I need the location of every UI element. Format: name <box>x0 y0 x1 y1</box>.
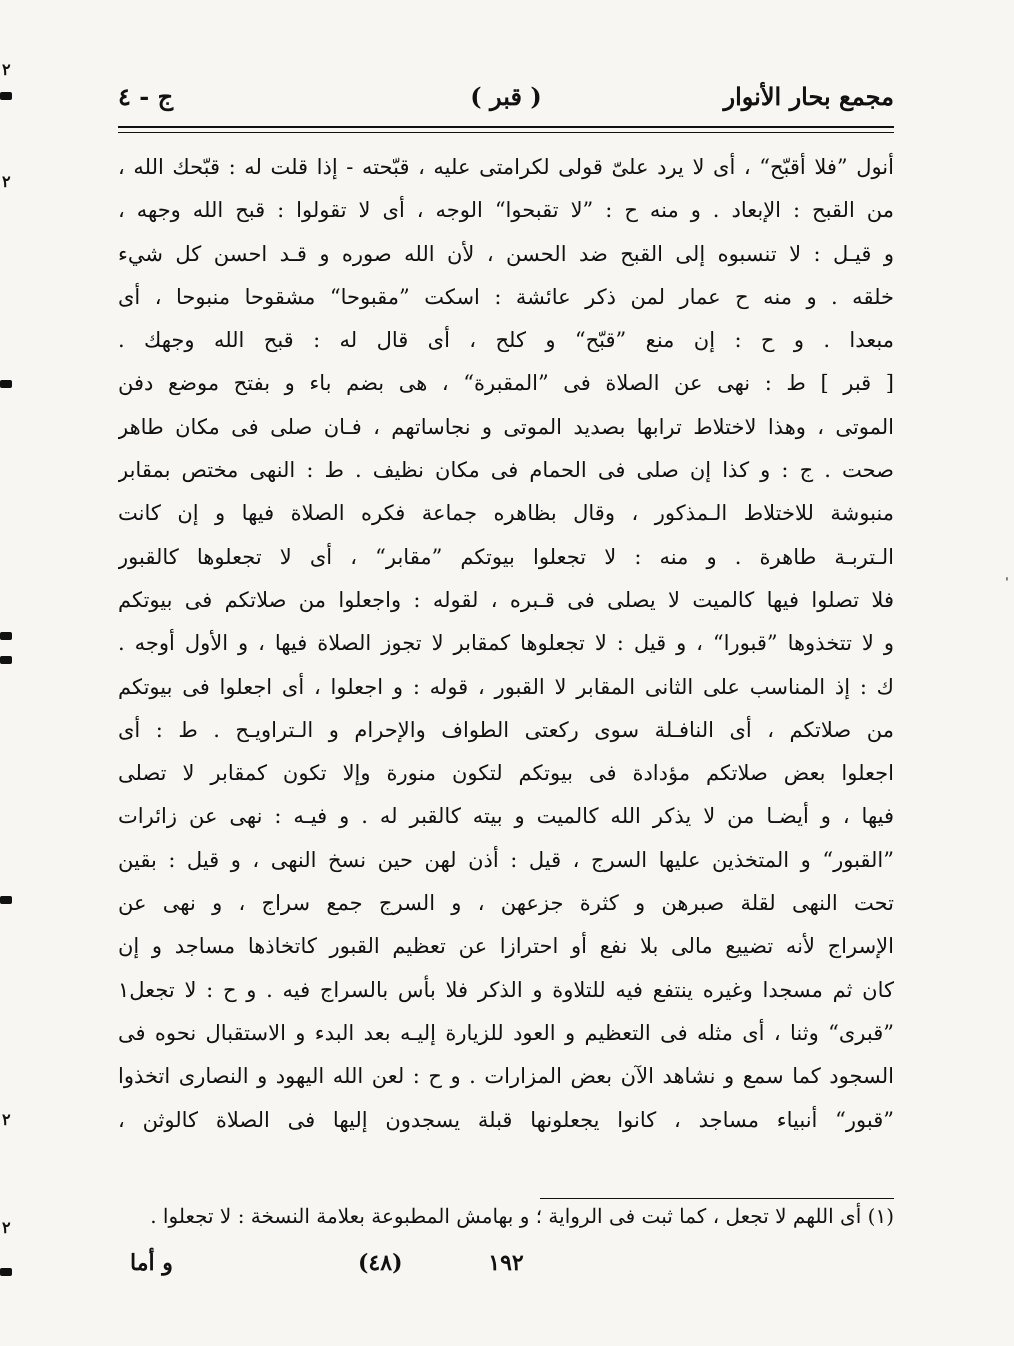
margin-bar <box>0 92 12 100</box>
text-line: الـتربـة طاهرة . و منه : لا تجعلوا بيوتكم ”مقابر“ ، أى لا تجعلوها كالقبور <box>118 544 894 569</box>
margin-tick: ˈ <box>1005 576 1009 592</box>
catchword: و أما <box>130 1250 173 1276</box>
text-line: خلقه . و منه ح عمار لمن ذكر عائشة : اسكت ”مقبوحا“ مشقوحا منبوحا ، أى <box>118 284 894 309</box>
text-line: من صلاتكم ، أى النافـلة سوى ركعتى الطواف والإحرام و الـتراويـح . ط : أى <box>118 717 894 742</box>
margin-bar <box>0 632 12 640</box>
text-line: فيها ، و أيضـا من لا يذكر الله كالميت و بيته كالقبر له . و فيـه : نهى عن زائرات <box>118 804 894 829</box>
page-number: ١٩٢ <box>488 1250 524 1276</box>
text-line: منبوشة للاختلاط الـمذكور ، وقال بظاهره جماعة فكره الصلاة فيها و إن كانت <box>118 501 894 526</box>
text-line: و قيـل : لا تنسبوه إلى القبح ضد الحسن ، لأن الله صوره و قـد احسن كل شيء <box>118 241 894 266</box>
margin-bar <box>0 380 12 388</box>
text-line: اجعلوا بعض صلاتكم مؤدادة فى بيوتكم لتكون منورة وإلا تكون كمقابر لا تصلى <box>118 761 894 786</box>
text-line: من القبح : الإبعاد . و منه ح : ”لا تقبحوا“ الوجه ، أى لا تقولوا : قبح الله وجهه ، <box>118 198 894 223</box>
text-line: ”القبور“ و المتخذين عليها السرج ، قيل : أذن لهن حين نسخ النهى ، و قيل : بقين <box>118 847 894 872</box>
running-header <box>118 82 894 122</box>
margin-mark: ٢ <box>2 1110 11 1129</box>
text-line: الموتى ، وهذا لاختلاط ترابها بصديد الموتى و نجاساتهم ، فـان صلى فى مكان طاهر <box>118 414 894 439</box>
text-line: [ قبر ] ط : نهى عن الصلاة فى ”المقبرة“ ، هى بضم باء و بفتح موضع دفن <box>118 371 894 396</box>
text-line: أنول ”فلا أقبّح“ ، أى لا يرد علىّ قولى لكرامتى عليه ، قبّحته - إذا قلت له : قبّحك الله ، <box>118 155 894 179</box>
book-title: مجمع بحار الأنوار <box>723 82 894 111</box>
text-line: كان ثم مسجدا وغيره ينتفع فيه للتلاوة و الذكر فلا بأس بالسراج فيه . و ح : لا تجعل١ <box>118 977 894 1002</box>
text-line: ”قبرى“ وثنا ، أى مثله فى التعظيم و العود للزيارة إليـه بعد البدء و الاستقبال نحوه فى <box>118 1020 894 1045</box>
entry-root: ( قبر ) <box>470 82 542 111</box>
header-rule-thin <box>118 132 894 133</box>
text-line: و لا تتخذوها ”قبورا“ ، و قيل : لا تجعلوها كمقابر لا تجوز الصلاة فيها ، و الأول أوجه . <box>118 631 894 656</box>
margin-bar <box>0 896 12 904</box>
text-line: السجود كما سمع و نشاهد الآن بعض المزارات . و ح : لعن الله اليهود و النصارى اتخذوا <box>118 1064 894 1089</box>
text-line: ك : إذ المناسب على الثانى المقابر لا القبور ، قوله : و اجعلوا ، أى اجعلوا فى بيوتكم <box>118 674 894 699</box>
margin-mark: ٢ <box>2 60 11 79</box>
text-line: ”قبور“ أنبياء مساجد ، كانوا يجعلونها قبلة يسجدون إليها فى الصلاة كالوثن ، <box>118 1107 894 1132</box>
margin-bar <box>0 656 12 664</box>
text-line: صحت . ج : و كذا إن صلى فى الحمام فى مكان نظيف . ط : النهى مختص بمقابر <box>118 458 894 483</box>
footnote: (١) أى اللهم لا تجعل ، كما ثبت فى الرواية ؛ و بهامش المطبوعة بعلامة النسخة : لا تجعلوا . <box>150 1204 894 1228</box>
footnote-rule <box>540 1198 894 1199</box>
text-line: فلا تصلوا فيها كالميت لا يصلى فى قـبره ، لقوله : واجعلوا من صلاتكم فى بيوتكم <box>118 587 894 612</box>
body-text <box>118 146 894 1142</box>
margin-mark: ٢ <box>2 172 11 191</box>
page-footer <box>118 1250 894 1284</box>
signature-mark: (٤٨) <box>358 1250 403 1276</box>
text-line: الإسراج لأنه تضييع مالى بلا نفع أو احترازا عن تعظيم القبور كاتخاذها مساجد و إن <box>118 934 894 959</box>
header-rule <box>118 126 894 128</box>
margin-mark: ٢ <box>2 1218 11 1237</box>
volume-number: ج - ٤ <box>118 82 174 111</box>
text-line: تحت النهى لقلة صبرهن و كثرة جزعهن ، و السرج جمع سراج ، و نهى عن <box>118 891 894 916</box>
margin-bar <box>0 1268 12 1276</box>
text-line: مبعدا . و ح : إن منع ”قبّح“ و كلح ، أى قال له : قبح الله وجهك . <box>118 328 894 353</box>
